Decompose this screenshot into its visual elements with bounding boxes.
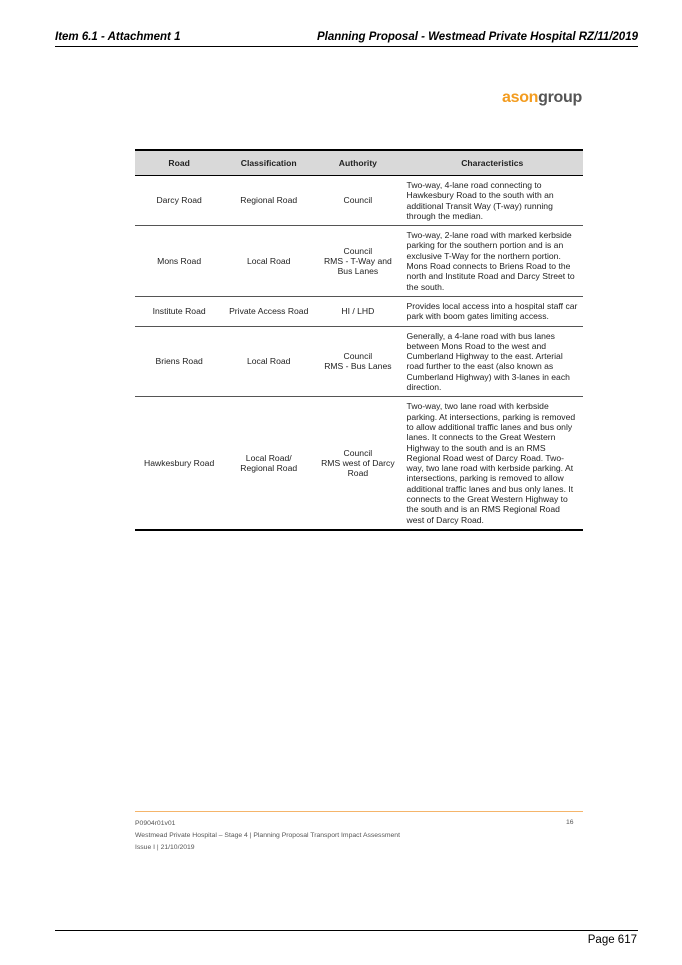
table-row [135,296,583,326]
table-row [135,326,583,397]
column-header-classification: Classification [223,150,314,176]
classification-cell: Local Road [223,226,314,297]
authority-cell: Council [314,176,401,226]
road-cell: Institute Road [135,296,223,326]
column-header-authority: Authority [314,150,401,176]
page-header [55,31,638,47]
authority-cell: Council RMS west of Darcy Road [314,397,401,530]
column-header-characteristics: Characteristics [402,150,583,176]
characteristics-cell: Two-way, 2-lane road with marked kerbside parking for the southern portion and is an exclusive T-Way for the northern portion. Mons Road connects to Briens Road to the north and Institute Road and Darcy Street to the south. [402,226,583,297]
characteristics-cell: Provides local access into a hospital staff car park with boom gates limiting access. [402,296,583,326]
classification-cell: Regional Road [223,176,314,226]
header-document-title: Planning Proposal - Westmead Private Hospital RZ/11/2019 [316,31,638,43]
footer-report-title: Westmead Private Hospital – Stage 4 | Planning Proposal Transport Impact Assessment [135,832,400,839]
authority-cell: HI / LHD [314,296,401,326]
footer-report-page-number: 16 [566,819,574,826]
authority-cell: Council RMS - Bus Lanes [314,326,401,397]
classification-cell: Local Road [223,326,314,397]
header-attachment-label: Item 6.1 - Attachment 1 [55,31,181,43]
road-cell: Darcy Road [135,176,223,226]
ason-group-logo: asongroup [502,89,582,106]
page-footer-rule [55,930,638,931]
table-row [135,226,583,297]
page-number: Page 617 [587,934,637,946]
header-rule [55,46,638,47]
footer-issue: Issue I | 21/10/2019 [135,844,195,851]
characteristics-cell: Two-way, two lane road with kerbside parking. At intersections, parking is removed to allow additional traffic lanes and bus only lanes. It connects to the Great Western Highway to the south and is an RMS Regional Road west of Darcy Road. Two-way, two lane road with kerbside parking. At intersections, parking is removed to allow additional traffic lanes and bus only lanes. It connects to the Great Western Highway to the south and is an RMS Regional Road west of Darcy Road. [402,397,583,530]
column-header-road: Road [135,150,223,176]
characteristics-cell: Two-way, 4-lane road connecting to Hawkesbury Road to the south with an additional Transit Way (T-way) running through the median. [402,176,583,226]
authority-cell: Council RMS - T-Way and Bus Lanes [314,226,401,297]
footer-rule [135,811,583,812]
table-header-row [135,150,583,176]
road-cell: Mons Road [135,226,223,297]
table-row [135,176,583,226]
classification-cell: Local Road/ Regional Road [223,397,314,530]
characteristics-cell: Generally, a 4-lane road with bus lanes between Mons Road to the west and Cumberland Highway to the east. Arterial road further to the east (also known as Cumberland Highway) with 3-lanes in each direction. [402,326,583,397]
road-network-table [135,149,583,531]
classification-cell: Private Access Road [223,296,314,326]
table-row [135,397,583,530]
footer-reference: P0904r01v01 [135,820,176,827]
road-cell: Briens Road [135,326,223,397]
road-cell: Hawkesbury Road [135,397,223,530]
